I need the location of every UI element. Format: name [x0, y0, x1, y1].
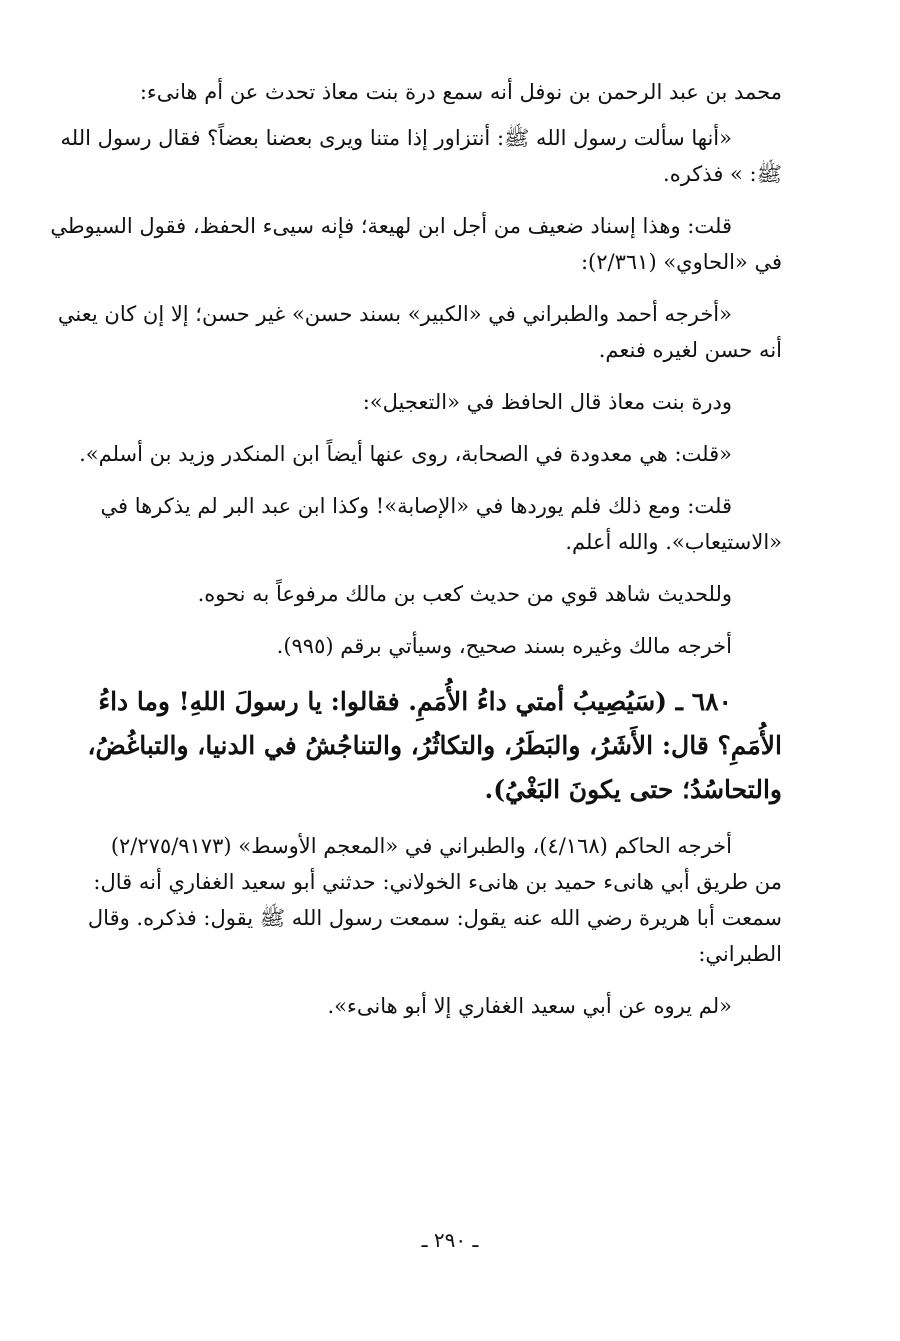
text-line: وللحديث شاهد قوي من حديث كعب بن مالك مرفوعاً به نحوه.	[197, 582, 732, 606]
text-line: «قلت: هي معدودة في الصحابة، روى عنها أيضاً ابن المنكدر وزيد بن أسلم».	[79, 442, 732, 466]
page-number: ـ ٢٩٠ ـ	[421, 1228, 479, 1252]
text-line: أخرجه مالك وغيره بسند صحيح، وسيأتي برقم (٩٩٥).	[276, 634, 732, 658]
hadith-text-line: والتحاسُدُ؛ حتى يكونَ البَغْيُ).	[484, 775, 782, 804]
paragraph-isnad-weak	[50, 208, 782, 280]
paragraph-isaba-note	[100, 488, 782, 560]
text-line: من طريق أبي هانىء حميد بن هانىء الخولاني: حدثني أبو سعيد الغفاري أنه قال:	[93, 870, 782, 894]
paragraph-takhrij	[87, 828, 782, 972]
paragraph-malik	[120, 628, 782, 664]
paragraph-shahid	[120, 576, 782, 612]
text-line: قلت: ومع ذلك فلم يوردها في «الإصابة»! وكذا ابن عبد البر لم يذكرها في	[100, 494, 732, 518]
text-line: «أنها سألت رسول الله ﷺ: أنتزاور إذا متنا ويرى بعضنا بعضاً؟ فقال رسول الله	[60, 126, 732, 150]
paragraph-hadith-question	[60, 120, 782, 192]
text-line: محمد بن عبد الرحمن بن نوفل أنه سمع درة بنت معاذ تحدث عن أم هانىء:	[139, 80, 782, 104]
text-line: الطبراني:	[698, 942, 782, 966]
hadith-text-line: الأُمَمِ؟ قال: الأَشَرُ، والبَطَرُ، والتكاثُرُ، والتناجُشُ في الدنيا، والتباغُضُ،	[87, 731, 782, 760]
text-line: سمعت أبا هريرة رضي الله عنه يقول: سمعت رسول الله ﷺ يقول: فذكره. وقال	[87, 906, 782, 930]
paragraph-suyuti-quote	[57, 296, 782, 368]
text-line: أخرجه الحاكم (٤/١٦٨)، والطبراني في «المعجم الأوسط» (٢/٢٧٥/٩١٧٣)	[110, 834, 732, 858]
hadith-680	[87, 680, 782, 812]
text-line: «الاستيعاب». والله أعلم.	[565, 530, 782, 554]
text-line: ودرة بنت معاذ قال الحافظ في «التعجيل»:	[362, 390, 732, 414]
hadith-text-line: ٦٨٠ ـ (سَيُصِيبُ أمتي داءُ الأُمَمِ. فقالوا: يا رسولَ اللهِ! وما داءُ	[98, 687, 732, 716]
text-line: أنه حسن لغيره فنعم.	[598, 338, 782, 362]
text-line: «أخرجه أحمد والطبراني في «الكبير» بسند حسن» غير حسن؛ إلا إن كان يعني	[57, 302, 732, 326]
paragraph-durra-intro	[120, 384, 782, 420]
paragraph-tajil-quote	[79, 436, 782, 472]
text-line: قلت: وهذا إسناد ضعيف من أجل ابن لهيعة؛ فإنه سيىء الحفظ، فقول السيوطي	[50, 214, 732, 238]
page-body	[50, 74, 782, 1024]
paragraph-tabarani-quote	[120, 988, 782, 1024]
text-line: في «الحاوي» (٢/٣٦١):	[580, 250, 782, 274]
text-line: «لم يروه عن أبي سعيد الغفاري إلا أبو هانىء».	[327, 994, 732, 1018]
paragraph-isnad-intro	[120, 74, 782, 110]
text-line: ﷺ: » فذكره.	[663, 162, 782, 186]
